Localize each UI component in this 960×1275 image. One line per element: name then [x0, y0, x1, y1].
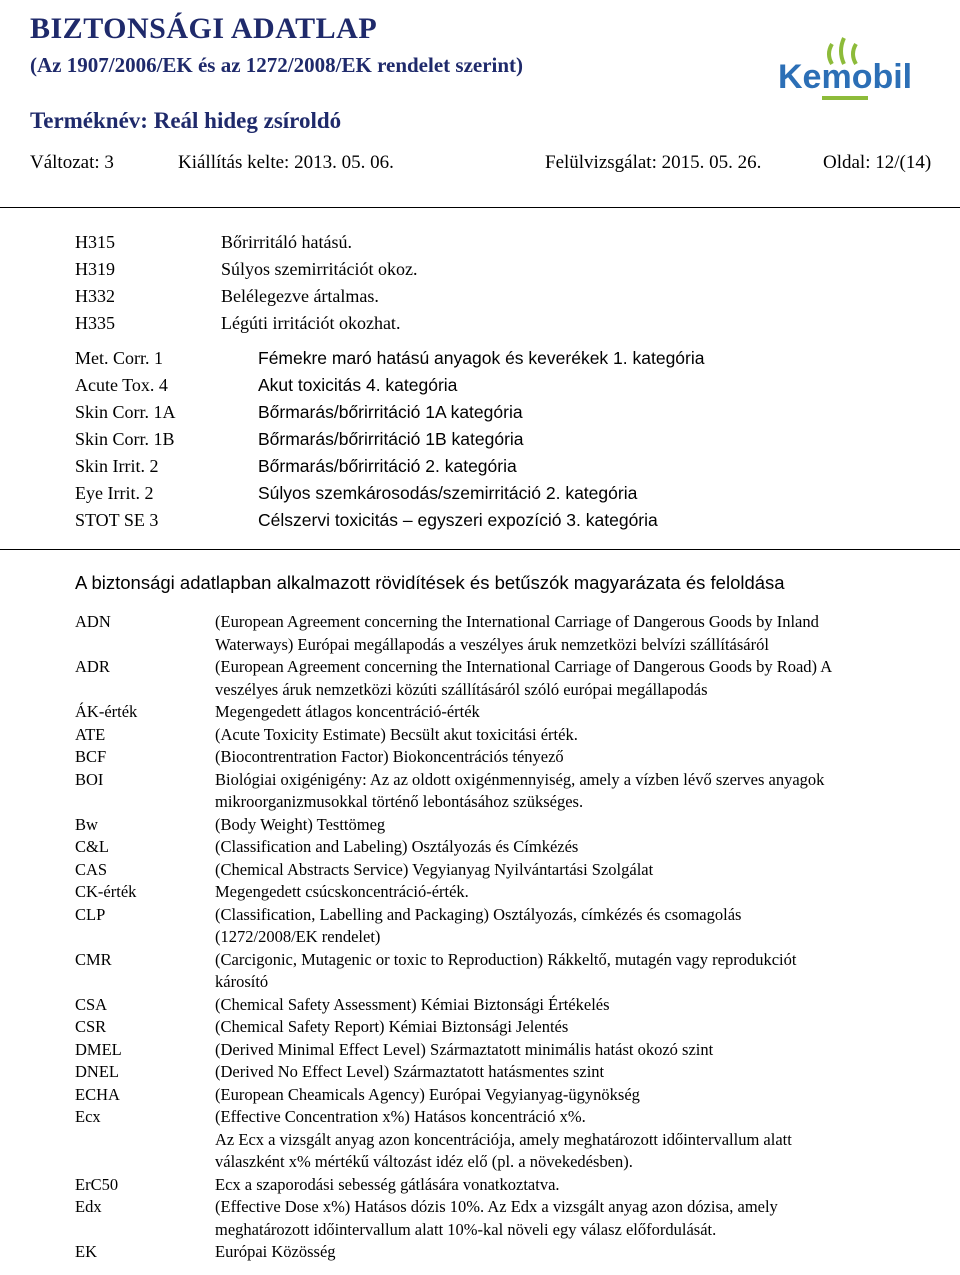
definition-line: (European Cheamicals Agency) Európai Vegyianyag-ügynökség [215, 1084, 640, 1104]
abbreviation-code: ECHA [75, 1084, 120, 1104]
abbreviation-row [75, 701, 955, 724]
abbreviation-code: Ecx [75, 1107, 101, 1126]
abbreviation-definition [215, 1039, 960, 1062]
classification-code: Skin Corr. 1A [75, 402, 176, 422]
definition-line: (European Agreement concerning the International Carriage of Dangerous Goods by Inland [215, 612, 819, 631]
abbreviation-definition [215, 1016, 960, 1039]
definition-line: Megengedett csúcskoncentráció-érték. [215, 882, 469, 901]
hazard-code: H335 [75, 313, 115, 333]
abbreviation-code: BCF [75, 747, 107, 766]
product-name: Terméknév: Reál hideg zsíroldó [30, 108, 342, 133]
abbreviation-code: CLP [75, 904, 106, 924]
definition-line: (Classification and Labeling) Osztályozás és Címkézés [215, 837, 579, 856]
abbreviation-code: DNEL [75, 1062, 119, 1081]
abbreviations-list [75, 611, 955, 1264]
abbreviation-code: EK [75, 1242, 97, 1261]
hazard-text: Belélegezve ártalmas. [221, 286, 379, 306]
classification-text: Súlyos szemkárosodás/szemirritáció 2. kategória [258, 483, 638, 503]
abbreviation-row [75, 904, 955, 949]
regulation-subtitle: (Az 1907/2006/EK és az 1272/2008/EK rendelet szerint) [30, 53, 524, 77]
definition-line: Európai Közösség [215, 1242, 336, 1261]
definition-line: (1272/2008/EK rendelet) [215, 927, 381, 946]
hazard-text: Bőrirritáló hatású. [221, 232, 352, 252]
classification-text: Fémekre maró hatású anyagok és keverékek 1. kategória [258, 348, 705, 368]
classification-text: Célszervi toxicitás – egyszeri expozíció 3. kategória [258, 510, 658, 530]
definition-line: (Derived Minimal Effect Level) Származtatott minimális hatást okozó szint [215, 1039, 714, 1059]
definition-line: válaszként x% mértékű változást idéz elő (pl. a növekedésben). [215, 1152, 633, 1171]
abbreviation-row [75, 1174, 955, 1197]
definition-line: (Derived No Effect Level) Származtatott hatásmentes szint [215, 1062, 605, 1081]
definition-line: Biológiai oxigénigény: Az az oldott oxigénmennyiség, amely a vízben lévő szerves anyagok [215, 769, 825, 789]
abbreviation-code: C&L [75, 837, 109, 856]
abbreviation-definition [215, 836, 960, 859]
abbreviation-row [75, 1196, 955, 1241]
abbreviation-row [75, 769, 955, 814]
abbreviation-code: CSR [75, 1017, 107, 1036]
abbreviation-definition [215, 1061, 960, 1084]
abbreviation-definition [215, 994, 960, 1017]
definition-line: (Acute Toxicity Estimate) Becsült akut toxicitási érték. [215, 724, 578, 744]
revision-date: Felülvizsgálat: 2015. 05. 26. [545, 152, 762, 173]
abbreviation-definition [215, 859, 960, 882]
classification-code: STOT SE 3 [75, 510, 159, 530]
abbreviation-row [75, 1039, 955, 1062]
issue-date: Kiállítás kelte: 2013. 05. 06. [178, 152, 394, 173]
abbreviation-row [75, 1061, 955, 1084]
abbreviation-definition [215, 611, 960, 656]
abbreviation-code: CK-érték [75, 882, 137, 901]
hazard-code: H319 [75, 259, 115, 279]
classification-text: Bőrmarás/bőrirritáció 1A kategória [258, 402, 523, 422]
abbreviation-row [75, 994, 955, 1017]
abbreviation-definition [215, 1196, 960, 1241]
definition-line: (Carcigonic, Mutagenic or toxic to Reproduction) Rákkeltő, mutagén vagy reprodukciót [215, 949, 797, 969]
abbreviation-definition [215, 949, 960, 994]
abbreviation-definition [215, 881, 960, 904]
abbreviation-code: DMEL [75, 1039, 122, 1059]
definition-line: (European Agreement concerning the International Carriage of Dangerous Goods by Road) A [215, 657, 833, 676]
abbreviation-code: ErC50 [75, 1174, 119, 1194]
abbreviation-code: ADN [75, 612, 111, 631]
version-label: Változat: 3 [30, 152, 114, 173]
definition-line: meghatározott időintervallum alatt 10%-kal növeli egy válasz előfordulását. [215, 1219, 717, 1239]
abbreviation-definition [215, 724, 960, 747]
definition-line: (Classification, Labelling and Packaging) Osztályozás, címkézés és csomagolás [215, 904, 742, 924]
definition-line: (Effective Concentration x%) Hatásos koncentráció x%. [215, 1107, 586, 1126]
abbreviation-row [75, 656, 955, 701]
abbreviation-row [75, 1016, 955, 1039]
classification-code: Acute Tox. 4 [75, 375, 168, 395]
abbreviation-definition [215, 746, 960, 769]
hazard-text: Súlyos szemirritációt okoz. [221, 259, 418, 279]
abbreviation-definition [215, 656, 960, 701]
abbreviation-code: CSA [75, 994, 108, 1014]
abbreviation-code: CMR [75, 949, 112, 969]
definition-line: Megengedett átlagos koncentráció-érték [215, 702, 480, 721]
abbreviation-definition [215, 1084, 960, 1107]
abbreviation-definition [215, 701, 960, 724]
abbreviation-row [75, 1106, 955, 1174]
abbreviation-code: CAS [75, 859, 108, 879]
abbreviation-code: ÁK-érték [75, 702, 138, 721]
definition-line: (Chemical Safety Report) Kémiai Biztonsági Jelentés [215, 1017, 569, 1036]
abbreviation-definition [215, 1241, 960, 1264]
logo-text: Kemobil [778, 58, 913, 96]
abbreviation-row [75, 746, 955, 769]
hazard-text: Légúti irritációt okozhat. [221, 313, 401, 333]
definition-line: mikroorganizmusokkal történő lebontásához szükséges. [215, 792, 584, 811]
abbreviation-code: ADR [75, 657, 110, 676]
hazard-code: H315 [75, 232, 115, 252]
definition-line: károsító [215, 972, 269, 991]
classification-code: Met. Corr. 1 [75, 348, 163, 368]
document-title: BIZTONSÁGI ADATLAP [30, 12, 378, 45]
header-divider [0, 207, 960, 208]
classification-code: Skin Irrit. 2 [75, 456, 159, 476]
abbreviation-definition [215, 1174, 960, 1197]
definition-line: (Chemical Abstracts Service) Vegyianyag Nyilvántartási Szolgálat [215, 859, 654, 879]
classification-text: Akut toxicitás 4. kategória [258, 375, 458, 395]
abbreviation-row [75, 611, 955, 656]
section-divider [0, 549, 960, 550]
abbreviation-code: BOI [75, 769, 104, 789]
page-number: Oldal: 12/(14) [823, 152, 932, 173]
classification-text: Bőrmarás/bőrirritáció 1B kategória [258, 429, 524, 449]
abbreviation-code: Edx [75, 1197, 102, 1216]
definition-line: veszélyes áruk nemzetközi közúti szállításáról szóló európai megállapodás [215, 679, 708, 699]
abbreviation-row [75, 1241, 955, 1264]
abbreviation-row [75, 881, 955, 904]
abbreviation-row [75, 814, 955, 837]
classification-code: Skin Corr. 1B [75, 429, 175, 449]
abbreviation-row [75, 859, 955, 882]
definition-line: (Biocontrentration Factor) Biokoncentrációs tényező [215, 747, 564, 766]
hazard-code: H332 [75, 286, 115, 306]
abbreviation-definition [215, 769, 960, 814]
abbreviation-definition [215, 904, 960, 949]
abbreviation-row [75, 1084, 955, 1107]
abbreviation-code: ATE [75, 724, 106, 744]
abbreviation-row [75, 836, 955, 859]
definition-line: (Effective Dose x%) Hatásos dózis 10%. Az Edx a vizsgált anyag azon dózisa, amely [215, 1197, 778, 1216]
abbreviations-heading: A biztonsági adatlapban alkalmazott rövidítések és betűszók magyarázata és feloldása [75, 572, 785, 593]
classification-code: Eye Irrit. 2 [75, 483, 154, 503]
abbreviation-row [75, 949, 955, 994]
definition-line: Ecx a szaporodási sebesség gátlására vonatkoztatva. [215, 1174, 560, 1194]
classification-text: Bőrmarás/bőrirritáció 2. kategória [258, 456, 517, 476]
definition-line: (Chemical Safety Assessment) Kémiai Biztonsági Értékelés [215, 994, 610, 1014]
definition-line: Az Ecx a vizsgált anyag azon koncentrációja, amely meghatározott időintervallum alatt [215, 1129, 792, 1149]
abbreviation-definition [215, 1106, 960, 1174]
abbreviation-definition [215, 814, 960, 837]
kemobil-logo [770, 30, 930, 110]
definition-line: (Body Weight) Testtömeg [215, 814, 386, 834]
definition-line: Waterways) Európai megállapodás a veszélyes áruk nemzetközi belvízi szállításáról [215, 634, 769, 654]
abbreviation-row [75, 724, 955, 747]
abbreviation-code: Bw [75, 814, 98, 834]
